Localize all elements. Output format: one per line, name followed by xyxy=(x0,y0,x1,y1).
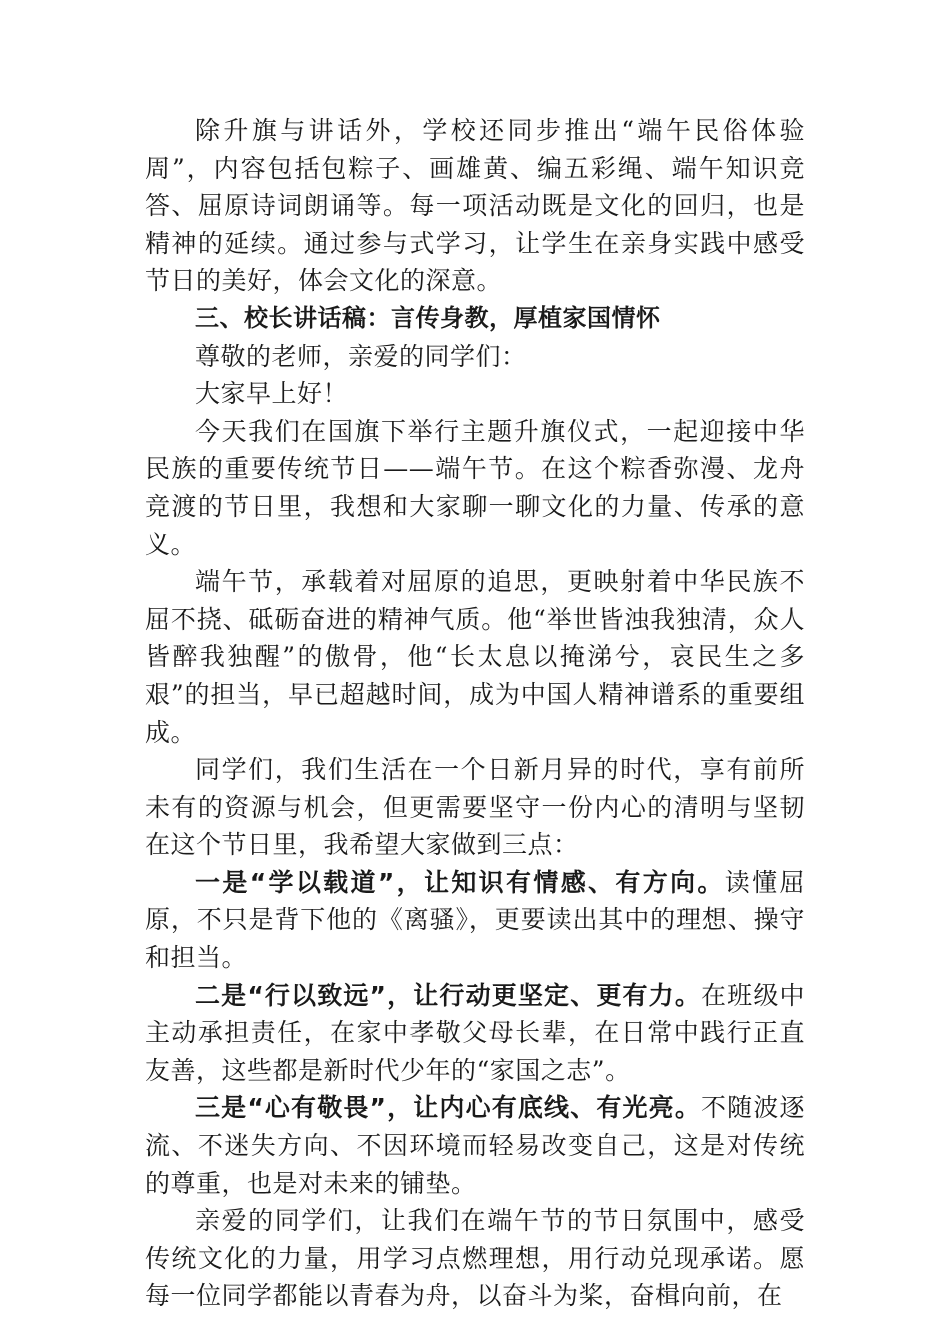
point-two-text: 在班级中主动承担责任，在家中孝敬父母长辈，在日常中践行正直友善，这些都是新时代少年的“家国之志”。 xyxy=(145,980,805,1085)
point-three xyxy=(145,1089,805,1202)
salutation: 尊敬的老师，亲爱的同学们： xyxy=(195,341,527,371)
point-three-text: 不随波逐流、不迷失方向、不因环境而轻易改变自己，这是对传统的尊重，也是对未来的铺垫。 xyxy=(145,1093,805,1198)
paragraph-closing: 亲爱的同学们，让我们在端午节的节日氛围中，感受传统文化的力量，用学习点燃理想，用行动兑现承诺。愿每一位同学都能以青春为舟，以奋斗为桨，奋楫向前，在 xyxy=(145,1206,805,1311)
paragraph-students: 同学们，我们生活在一个日新月异的时代，享有前所未有的资源与机会，但更需要坚守一份内心的清明与坚韧在这个节日里，我希望大家做到三点： xyxy=(145,755,805,860)
point-three-lead: 三是“心有敬畏”，让内心有底线、有光亮。 xyxy=(195,1093,702,1123)
paragraph-intro: 今天我们在国旗下举行主题升旗仪式，一起迎接中华民族的重要传统节日——端午节。在这个粽香弥漫、龙舟竞渡的节日里，我想和大家聊一聊文化的力量、传承的意义。 xyxy=(145,416,805,559)
point-one-lead: 一是“学以载道”，让知识有情感、有方向。 xyxy=(195,867,725,897)
paragraph-activities: 除升旗与讲话外，学校还同步推出“端午民俗体验周”，内容包括包粽子、画雄黄、编五彩绳、端午知识竞答、屈原诗词朗诵等。每一项活动既是文化的回归，也是精神的延续。通过参与式学习，让学生在亲身实践中感受节日的美好，体会文化的深意。 xyxy=(145,116,805,296)
point-one xyxy=(145,864,805,977)
greeting: 大家早上好！ xyxy=(195,379,349,409)
point-one-text: 读懂屈原，不只是背下他的《离骚》，更要读出其中的理想、操守和担当。 xyxy=(145,867,805,973)
point-two xyxy=(145,977,805,1090)
point-two-lead: 二是“行以致远”，让行动更坚定、更有力。 xyxy=(195,980,702,1010)
paragraph-quyuan: 端午节，承载着对屈原的追思，更映射着中华民族不屈不挠、砥砺奋进的精神气质。他“举世皆浊我独清，众人皆醉我独醒”的傲骨，他“长太息以掩涕兮，哀民生之多艰”的担当，早已超越时间，成为中国人精神谱系的重要组成。 xyxy=(145,567,805,747)
section-heading: 三、校长讲话稿：言传身教，厚植家国情怀 xyxy=(195,303,661,332)
